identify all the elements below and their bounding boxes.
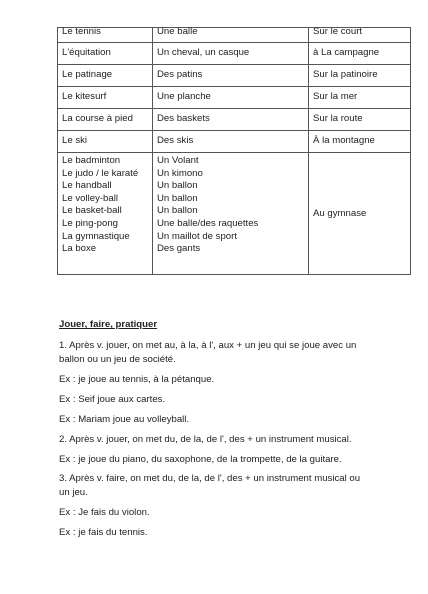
table-row xyxy=(58,87,411,109)
example-4: Ex : je joue du piano, du saxophone, de la trompette, de la guitare. xyxy=(59,454,342,465)
gym-sport: Le badminton xyxy=(62,155,121,166)
gym-equipment: Un Volant xyxy=(157,155,199,166)
gym-sport: Le volley-ball xyxy=(62,192,118,204)
gym-equipment: Un ballon xyxy=(157,192,198,204)
example-6: Ex : je fais du tennis. xyxy=(59,527,148,538)
example-1: Ex : je joue au tennis, à la pétanque. xyxy=(59,374,215,385)
gym-sports-cell xyxy=(58,153,153,275)
gym-equipment: Un kimono xyxy=(157,167,203,179)
gym-sport: Le handball xyxy=(62,180,112,192)
sports-vocabulary-table xyxy=(57,27,411,275)
example-5: Ex : Je fais du violon. xyxy=(59,507,150,518)
rule-2: 2. Après v. jouer, on met du, de la, de l', des + un instrument musical. xyxy=(59,434,352,445)
section-heading: Jouer, faire, pratiquer xyxy=(59,319,158,330)
gym-sport: La boxe xyxy=(62,243,97,255)
equipment-cell: Des skis xyxy=(153,131,309,153)
gym-equipment: Un maillot de sport xyxy=(157,230,237,242)
example-3: Ex : Mariam joue au volleyball. xyxy=(59,414,190,425)
gym-place-cell: Au gymnase xyxy=(309,153,411,275)
table-row xyxy=(58,131,411,153)
gym-sport: Le ping-pong xyxy=(62,217,119,229)
table-row-gym xyxy=(58,153,411,275)
gym-equipment: Des gants xyxy=(157,243,201,255)
gym-equipment-cell xyxy=(153,153,309,275)
sport-cell: L'équitation xyxy=(58,43,153,65)
sport-cell: Le tennis xyxy=(58,28,153,43)
place-cell: à La campagne xyxy=(309,43,411,65)
rule-1: 1. Après v. jouer, on met au, à la, à l', aux + un jeu qui se joue avec un ballon ou un jeu de société. xyxy=(59,340,357,365)
sport-cell: La course à pied xyxy=(58,109,153,131)
gym-sport: La gymnastique xyxy=(62,230,130,242)
table-row xyxy=(58,43,411,65)
equipment-cell: Une planche xyxy=(153,87,309,109)
gym-sport: Le basket-ball xyxy=(62,205,122,217)
equipment-cell: Une balle xyxy=(153,28,309,43)
place-cell: Sur la mer xyxy=(309,87,411,109)
place-cell: Sur la patinoire xyxy=(309,65,411,87)
equipment-cell: Des baskets xyxy=(153,109,309,131)
place-cell: À la montagne xyxy=(309,131,411,153)
place-cell: Sur le court xyxy=(309,28,411,43)
gym-equipment: Une balle/des raquettes xyxy=(157,217,259,229)
sport-cell: Le patinage xyxy=(58,65,153,87)
equipment-cell: Des patins xyxy=(153,65,309,87)
place-cell: Sur la route xyxy=(309,109,411,131)
gym-equipment: Un ballon xyxy=(157,205,198,217)
table-row xyxy=(58,109,411,131)
rule-3: 3. Après v. faire, on met du, de la, de l', des + un instrument musical ou un jeu. xyxy=(59,473,361,498)
table-row xyxy=(58,28,411,43)
example-2: Ex : Seif joue aux cartes. xyxy=(59,394,166,405)
sport-cell: Le ski xyxy=(58,131,153,153)
sport-cell: Le kitesurf xyxy=(58,87,153,109)
equipment-cell: Un cheval, un casque xyxy=(153,43,309,65)
table-row xyxy=(58,65,411,87)
gym-sport: Le judo / le karaté xyxy=(62,167,139,179)
gym-equipment: Un ballon xyxy=(157,180,198,192)
